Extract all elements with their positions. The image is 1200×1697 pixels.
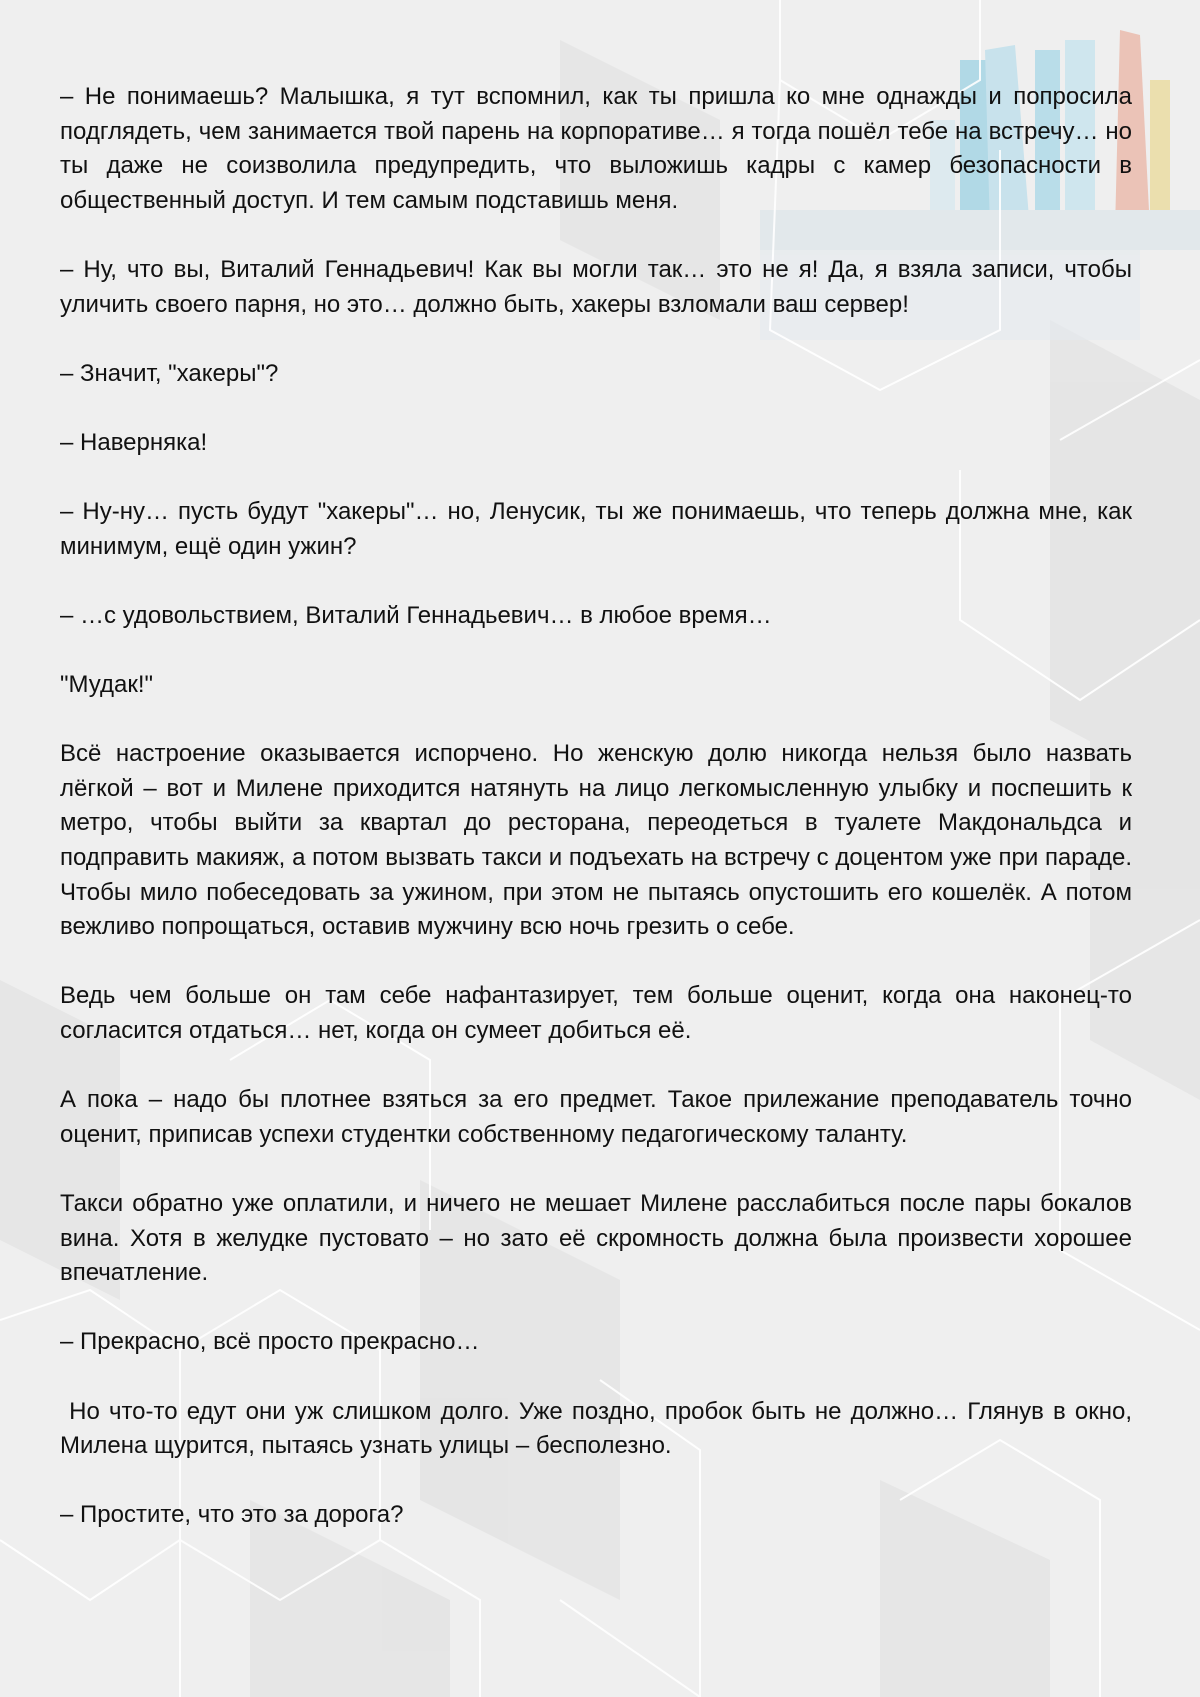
paragraph-dialogue-2: – Ну, что вы, Виталий Геннадьевич! Как вы могли так… это не я! Да, я взяла записи, чтобы уличить своего парня, но это… должно быть, хакеры взломали ваш сервер!	[60, 255, 1132, 318]
paragraph-narration-4: Такси обратно уже оплатили, и ничего не мешает Милене расслабиться после пары бокалов вина. Хотя в желудке пустовато – но зато её скромность должна была произвести хорошее впечатление.	[60, 1190, 1132, 1287]
paragraph-narration-5: Но что-то едут они уж слишком долго. Уже поздно, пробок быть не должно… Глянув в окно, Милена щурится, пытаясь узнать улицы – бесполезно.	[60, 1397, 1139, 1460]
paragraph-dialogue-5: – Ну-ну… пусть будут "хакеры"… но, Ленусик, ты же понимаешь, что теперь должна мне, как минимум, ещё один ужин?	[60, 498, 1132, 560]
paragraph-dialogue-4: – Наверняка!	[60, 428, 208, 456]
paragraph-narration-2: Ведь чем больше он там себе нафантазирует, тем больше оценит, когда она наконец-то согласится отдаться… нет, когда он сумеет добиться её.	[60, 982, 1132, 1045]
paragraph-dialogue-1: – Не понимаешь? Малышка, я тут вспомнил, как ты пришла ко мне однажды и попросила подглядеть, чем занимается твой парень на корпоративе… я тогда пошёл тебе на встречу… но ты даже не соизволила предупредить, что выложишь кадры с камер безопасности в общественный доступ. И тем самым подставишь меня.	[60, 83, 1132, 214]
document-body	[60, 80, 1139, 1568]
paragraph-narration-1: Всё настроение оказывается испорчено. Но женскую долю никогда нельзя было назвать лёгкой – вот и Милене приходится натянуть на лицо легкомысленную улыбку и поспешить к метро, чтобы выйти за квартал до ресторана, переодеться в туалете Макдональдса и подправить макияж, а потом вызвать такси и подъехать на встречу с доцентом уже при параде. Чтобы мило побеседовать за ужином, при этом не пытаясь опустошить его кошелёк. А потом вежливо попрощаться, оставив мужчину всю ночь грезить о себе.	[60, 740, 1132, 941]
paragraph-dialogue-3: – Значит, "хакеры"?	[60, 359, 279, 387]
paragraph-narration-3: А пока – надо бы плотнее взяться за его предмет. Такое прилежание преподаватель точно оценит, приписав успехи студентки собственному педагогическому таланту.	[60, 1086, 1132, 1148]
paragraph-dialogue-8: – Простите, что это за дорога?	[60, 1501, 404, 1529]
paragraph-thought: "Мудак!"	[60, 671, 154, 699]
paragraph-dialogue-6: – …с удовольствием, Виталий Геннадьевич… в любое время…	[60, 601, 772, 629]
paragraph-dialogue-7: – Прекрасно, всё просто прекрасно…	[60, 1328, 480, 1356]
